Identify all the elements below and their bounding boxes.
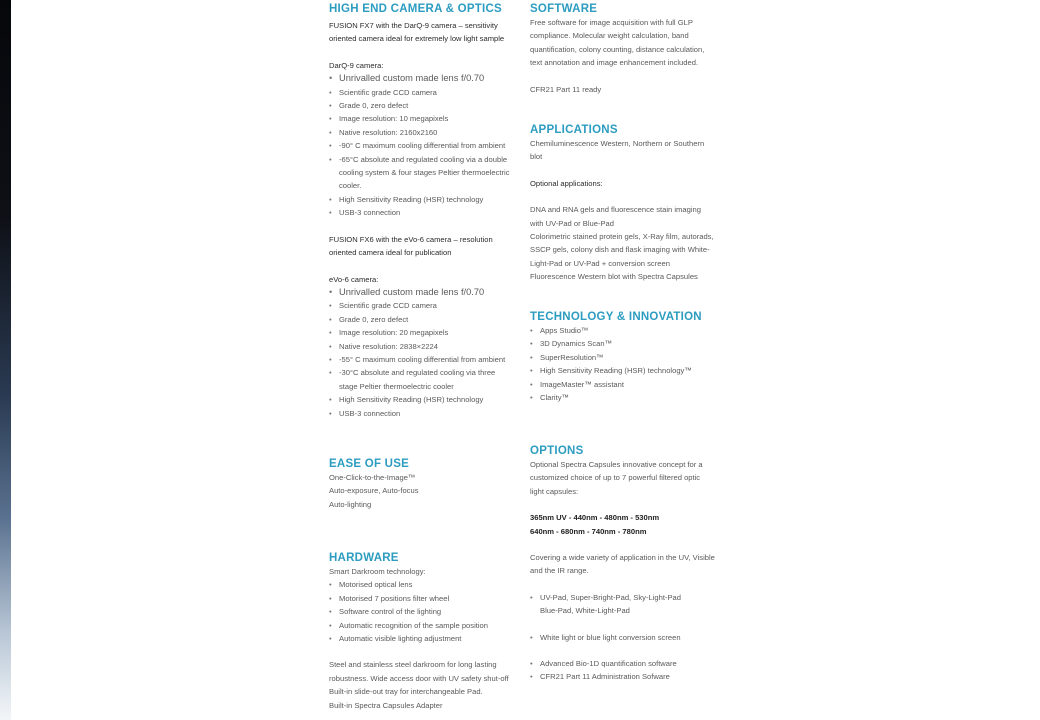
left-edge-strip xyxy=(0,0,11,720)
list-item-text: stage Peltier thermoelectric cooler xyxy=(339,381,454,391)
text-line: compliance. Molecular weight calculation, band xyxy=(530,31,689,41)
wavelength-list xyxy=(530,511,726,538)
list-item-text: Native resolution: 2160x2160 xyxy=(339,127,438,137)
text-line: oriented camera ideal for extremely low light sample xyxy=(329,34,505,44)
list-item-text: Motorised optical lens xyxy=(339,580,413,590)
darq-list xyxy=(329,72,525,219)
list-item-text: Scientific grade CCD camera xyxy=(339,87,437,97)
technology-heading: TECHNOLOGY & INNOVATION xyxy=(530,311,702,323)
software-cfr: CFR21 Part 11 ready xyxy=(530,84,602,94)
list-item-text: High Sensitivity Reading (HSR) technology xyxy=(339,395,484,405)
list-item xyxy=(329,206,525,219)
list-item xyxy=(530,364,726,377)
fx6-intro xyxy=(329,233,525,260)
document-page xyxy=(314,0,726,720)
list-item-text: -90° C maximum cooling differential from ambient xyxy=(339,141,506,151)
list-item-text: Image resolution: 10 megapixels xyxy=(339,114,449,124)
evo-label: eVo-6 camera: xyxy=(329,274,379,284)
ease-lines xyxy=(329,471,525,511)
list-item-text: Unrivalled custom made lens f/0.70 xyxy=(339,73,485,84)
list-item xyxy=(530,670,726,683)
list-item-text: High Sensitivity Reading (HSR) technology xyxy=(339,194,484,204)
list-item xyxy=(530,631,726,644)
text-line: light capsules: xyxy=(530,486,579,496)
hardware-list xyxy=(329,578,525,645)
list-item xyxy=(329,153,525,193)
hardware-intro: Smart Darkroom technology: xyxy=(329,567,426,576)
list-item xyxy=(329,99,525,112)
options-coverage xyxy=(530,551,726,578)
technology-list xyxy=(530,324,726,404)
hardware-heading: HARDWARE xyxy=(329,552,399,564)
list-item xyxy=(329,72,525,85)
text-line: Colorimetric stained protein gels, X-Ray film, autorads, xyxy=(530,232,714,242)
list-item xyxy=(530,337,726,350)
list-item-text: Automatic recognition of the sample position xyxy=(339,620,489,630)
list-item-text: SuperResolution™ xyxy=(540,352,604,362)
list-item-text: Image resolution: 20 megapixels xyxy=(339,328,449,338)
list-item xyxy=(329,313,525,326)
text-line: FUSION FX7 with the DarQ-9 camera – sensitivity xyxy=(329,21,498,30)
text-line: Auto-lighting xyxy=(329,499,372,509)
text-line: oriented camera ideal for publication xyxy=(329,248,452,258)
text-line: 640nm - 680nm - 740nm - 780nm xyxy=(530,526,647,536)
list-item xyxy=(329,193,525,206)
list-item-text: Grade 0, zero defect xyxy=(339,101,409,111)
list-item xyxy=(329,407,525,420)
text-line: DNA and RNA gels and fluorescence stain imaging xyxy=(530,205,701,215)
list-item-text: UV-Pad, Super-Bright-Pad, Sky-Light-Pad xyxy=(540,592,681,602)
list-item xyxy=(530,378,726,391)
applications-body xyxy=(530,137,726,164)
list-item-text: -55° C maximum cooling differential from ambient xyxy=(339,354,506,364)
software-section xyxy=(530,2,726,96)
list-item xyxy=(329,592,525,605)
optional-applications-label: Optional applications: xyxy=(530,178,603,188)
text-line: 365nm UV - 440nm - 480nm - 530nm xyxy=(530,513,660,523)
list-item-text: ImageMaster™ assistant xyxy=(540,379,624,389)
options-heading: OPTIONS xyxy=(530,445,584,457)
list-item-text: Apps Studio™ xyxy=(540,326,589,335)
list-item-text: Advanced Bio-1D quantification software xyxy=(540,659,677,669)
list-item xyxy=(329,326,525,339)
list-item-text: Grade 0, zero defect xyxy=(339,314,409,324)
list-item xyxy=(329,299,525,312)
list-item xyxy=(329,605,525,618)
list-item xyxy=(329,632,525,645)
list-item-text: Software control of the lighting xyxy=(339,607,442,617)
list-item xyxy=(329,353,525,366)
software-body xyxy=(530,16,726,70)
text-line: Auto-exposure, Auto-focus xyxy=(329,486,419,496)
list-item-text: cooler. xyxy=(339,181,362,191)
list-item-text: 3D Dynamics Scan™ xyxy=(540,339,613,349)
list-item-text: USB-3 connection xyxy=(339,408,401,418)
list-item-text: Unrivalled custom made lens f/0.70 xyxy=(339,286,485,297)
text-line: Free software for image acquisition with full GLP xyxy=(530,18,693,27)
list-item xyxy=(329,139,525,152)
list-item xyxy=(329,578,525,591)
list-item-text: Scientific grade CCD camera xyxy=(339,301,437,311)
list-item-text: cooling system & four stages Peltier thermoelectric xyxy=(339,168,510,178)
list-item-text: Native resolution: 2838×2224 xyxy=(339,341,439,351)
hardware-section xyxy=(329,551,525,712)
list-item-text: -65°C absolute and regulated cooling via a double xyxy=(339,154,508,164)
list-item xyxy=(530,324,726,337)
list-item-text: Automatic visible lighting adjustment xyxy=(339,634,462,644)
text-line: Covering a wide variety of application in the UV, Visible xyxy=(530,553,715,563)
text-line: FUSION FX6 with the eVo-6 camera – resolution xyxy=(329,234,493,244)
text-line: quantification, colony counting, distance calculation, xyxy=(530,44,705,54)
options-section xyxy=(530,444,726,684)
list-item xyxy=(329,366,525,393)
hardware-outro xyxy=(329,658,525,712)
text-line: One-Click-to-the-Image™ xyxy=(329,473,416,482)
list-item xyxy=(329,340,525,353)
text-line: text annotation and image enhancement included. xyxy=(530,58,699,68)
list-item-text: Blue-Pad, White-Light-Pad xyxy=(540,606,630,616)
ease-section xyxy=(329,457,525,511)
text-line: Chemiluminescence Western, Northern or Southern xyxy=(530,139,705,148)
text-line: robustness. Wide access door with UV safety shut-off xyxy=(329,673,509,683)
camera-section xyxy=(329,2,525,420)
evo-list xyxy=(329,286,525,420)
list-item-text: High Sensitivity Reading (HSR) technology™ xyxy=(540,366,692,376)
text-line: Built-in slide-out tray for interchangeable Pad. xyxy=(329,687,483,697)
list-item xyxy=(530,657,726,670)
text-line: blot xyxy=(530,152,543,162)
pads-list xyxy=(530,591,726,618)
list-item xyxy=(530,351,726,364)
list-item xyxy=(329,86,525,99)
conversion-list xyxy=(530,631,726,644)
list-item xyxy=(329,126,525,139)
list-item xyxy=(329,112,525,125)
list-item-text: Clarity™ xyxy=(540,393,570,403)
list-item xyxy=(329,286,525,299)
options-body xyxy=(530,458,726,498)
ease-heading: EASE OF USE xyxy=(329,458,410,470)
text-line: Steel and stainless steel darkroom for long lasting xyxy=(329,660,497,670)
text-line: and the IR range. xyxy=(530,566,589,576)
darq-label: DarQ-9 camera: xyxy=(329,60,384,70)
applications-section xyxy=(530,123,726,284)
list-item-text: Motorised 7 positions filter wheel xyxy=(339,593,450,603)
fx7-intro xyxy=(329,19,525,46)
text-line: Fluorescence Western blot with Spectra Capsules xyxy=(530,272,698,282)
list-item xyxy=(530,591,726,618)
technology-section xyxy=(530,310,726,404)
list-item xyxy=(329,619,525,632)
text-line: Built-in Spectra Capsules Adapter xyxy=(329,700,443,710)
text-line: Optional Spectra Capsules innovative concept for a xyxy=(530,460,703,469)
applications-heading: APPLICATIONS xyxy=(530,124,618,136)
list-item-text: CFR21 Part 11 Administration Sofware xyxy=(540,672,670,682)
list-item xyxy=(329,393,525,406)
list-item-text: -30°C absolute and regulated cooling via three xyxy=(339,368,496,378)
list-item-text: USB-3 connection xyxy=(339,208,401,218)
software-heading: SOFTWARE xyxy=(530,3,598,15)
text-line: with UV-Pad or Blue-Pad xyxy=(530,218,614,228)
extras-list xyxy=(530,657,726,684)
text-line: SSCP gels, colony dish and flask imaging with White- xyxy=(530,245,710,255)
text-line: customized choice of up to 7 powerful filtered optic xyxy=(530,473,701,483)
list-item-text: White light or blue light conversion screen xyxy=(540,632,681,642)
text-line: Light-Pad or UV-Pad + conversion screen xyxy=(530,258,670,268)
camera-heading: HIGH END CAMERA & OPTICS xyxy=(329,3,502,15)
optional-applications-lines xyxy=(530,203,726,283)
list-item xyxy=(530,391,726,404)
